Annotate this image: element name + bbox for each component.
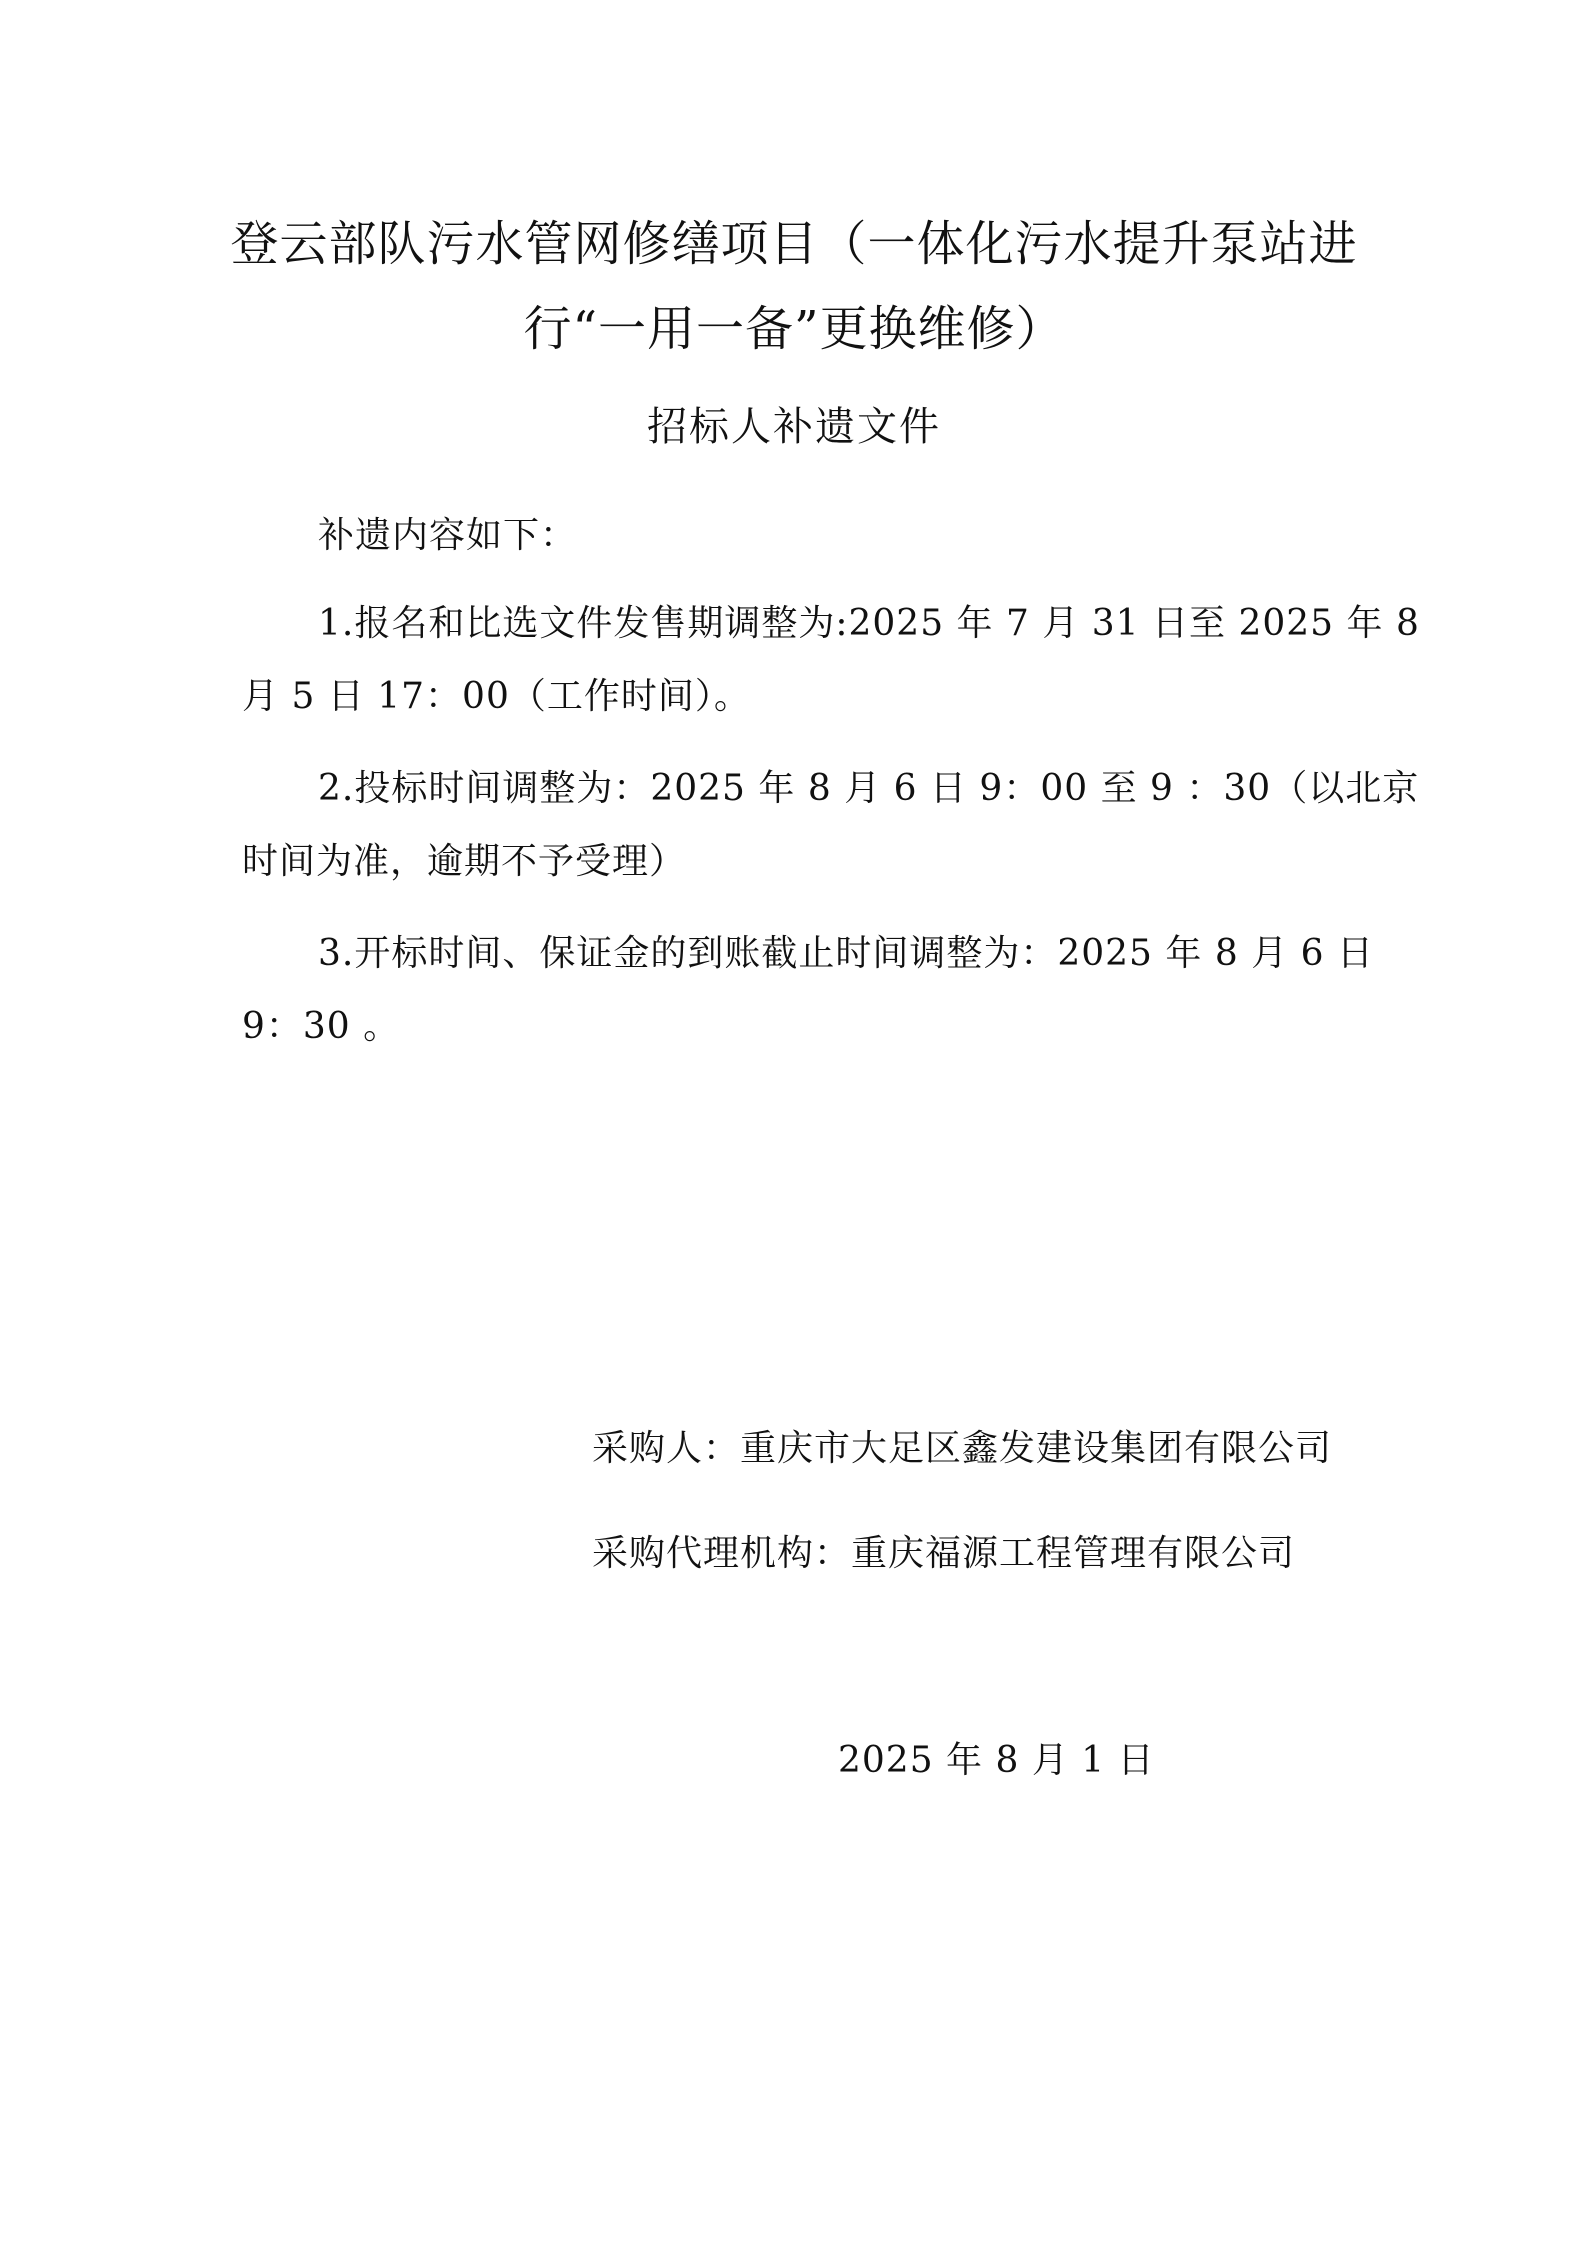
document-subtitle: 招标人补遗文件 (647, 404, 941, 450)
agent-signature: 采购代理机构：重庆福源工程管理有限公司 (592, 1533, 1296, 1574)
addendum-intro: 补遗内容如下： (318, 515, 578, 556)
document-title-line-2: 行“一用一备”更换维修） (523, 301, 1065, 357)
addendum-item-1-line-2: 月 5 日 17：00（工作时间）。 (242, 676, 751, 717)
addendum-item-3-line-2: 9：30 。 (242, 1006, 401, 1047)
addendum-item-2-line-2: 时间为准，逾期不予受理） (242, 841, 687, 882)
document-date: 2025 年 8 月 1 日 (838, 1740, 1155, 1781)
addendum-item-2-line-1: 2.投标时间调整为：2025 年 8 月 6 日 9：00 至 9 ：30（以北京 (318, 768, 1420, 809)
addendum-item-1-line-1: 1.报名和比选文件发售期调整为:2025 年 7 月 31 日至 2025 年 8 (318, 603, 1420, 644)
buyer-signature: 采购人：重庆市大足区鑫发建设集团有限公司 (592, 1428, 1333, 1469)
addendum-item-3-line-1: 3.开标时间、保证金的到账截止时间调整为：2025 年 8 月 6 日 (318, 933, 1374, 974)
document-title-line-1: 登云部队污水管网修缮项目（一体化污水提升泵站进 (230, 216, 1358, 272)
